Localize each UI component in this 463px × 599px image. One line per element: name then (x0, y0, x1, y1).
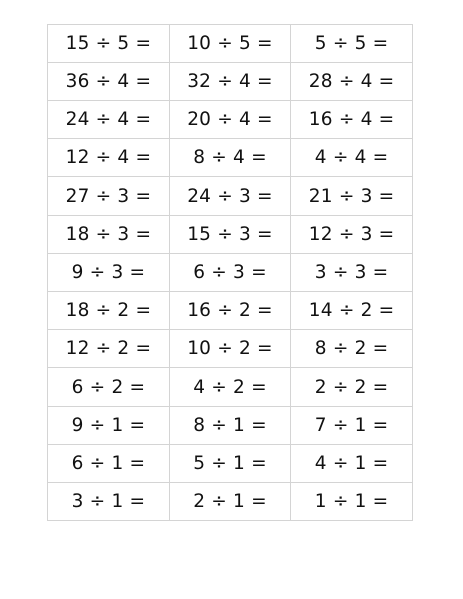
division-problem: 8 ÷ 2 = (291, 330, 412, 368)
table-row (48, 101, 412, 139)
table-row (48, 253, 412, 291)
division-problem: 14 ÷ 2 = (291, 292, 412, 330)
table-row (48, 215, 412, 253)
division-problem: 5 ÷ 5 = (291, 25, 412, 62)
division-problem: 3 ÷ 1 = (48, 483, 169, 520)
division-problem: 32 ÷ 4 = (169, 62, 290, 100)
table-row (48, 406, 412, 444)
division-problem: 8 ÷ 1 = (169, 406, 290, 444)
division-worksheet (47, 24, 413, 521)
division-problem: 28 ÷ 4 = (291, 62, 412, 100)
table-row (48, 25, 412, 62)
division-problem: 6 ÷ 1 = (48, 444, 169, 482)
table-row (48, 177, 412, 215)
table-row (48, 139, 412, 177)
division-problem: 2 ÷ 2 = (291, 368, 412, 406)
division-problem: 2 ÷ 1 = (169, 483, 290, 520)
division-problem: 16 ÷ 4 = (291, 101, 412, 139)
division-problem: 9 ÷ 3 = (48, 253, 169, 291)
division-problem: 27 ÷ 3 = (48, 177, 169, 215)
division-problem: 10 ÷ 5 = (169, 25, 290, 62)
division-problem: 9 ÷ 1 = (48, 406, 169, 444)
division-problem: 1 ÷ 1 = (291, 483, 412, 520)
division-problem: 36 ÷ 4 = (48, 62, 169, 100)
division-problem: 12 ÷ 3 = (291, 215, 412, 253)
division-problem: 12 ÷ 2 = (48, 330, 169, 368)
division-problem: 7 ÷ 1 = (291, 406, 412, 444)
division-problem: 18 ÷ 3 = (48, 215, 169, 253)
division-problem: 4 ÷ 1 = (291, 444, 412, 482)
table-row (48, 368, 412, 406)
division-problem: 5 ÷ 1 = (169, 444, 290, 482)
division-problem: 8 ÷ 4 = (169, 139, 290, 177)
division-problem: 6 ÷ 2 = (48, 368, 169, 406)
table-row (48, 330, 412, 368)
division-problem: 3 ÷ 3 = (291, 253, 412, 291)
division-problem: 20 ÷ 4 = (169, 101, 290, 139)
division-problem: 6 ÷ 3 = (169, 253, 290, 291)
division-problem: 10 ÷ 2 = (169, 330, 290, 368)
division-problem: 16 ÷ 2 = (169, 292, 290, 330)
division-problem: 24 ÷ 4 = (48, 101, 169, 139)
division-problem: 15 ÷ 3 = (169, 215, 290, 253)
division-problem: 12 ÷ 4 = (48, 139, 169, 177)
table-row (48, 62, 412, 100)
table-row (48, 483, 412, 520)
division-problem: 24 ÷ 3 = (169, 177, 290, 215)
division-problem: 4 ÷ 4 = (291, 139, 412, 177)
division-problem: 15 ÷ 5 = (48, 25, 169, 62)
division-problem: 21 ÷ 3 = (291, 177, 412, 215)
division-problems-table (48, 25, 412, 520)
division-problem: 4 ÷ 2 = (169, 368, 290, 406)
table-row (48, 444, 412, 482)
division-problem: 18 ÷ 2 = (48, 292, 169, 330)
table-row (48, 292, 412, 330)
